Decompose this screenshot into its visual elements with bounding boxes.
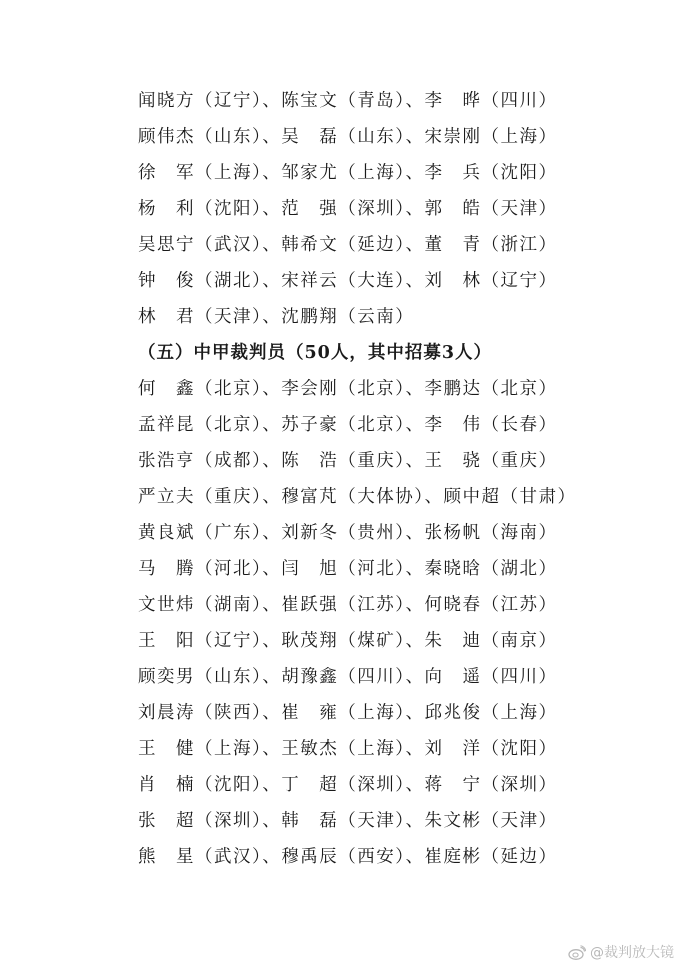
referee-line: 徐 军（上海）、邹家尤（上海）、李 兵（沈阳） [138, 163, 558, 183]
referee-line: 杨 利（沈阳）、范 强（深圳）、郭 皓（天津） [138, 199, 558, 219]
referee-line: 张浩亨（成都）、陈 浩（重庆）、王 骁（重庆） [138, 451, 558, 471]
referee-line: 文世炜（湖南）、崔跃强（江苏）、何晓春（江苏） [138, 595, 558, 615]
referee-line: 钟 俊（湖北）、宋祥云（大连）、刘 林（辽宁） [138, 271, 558, 291]
referee-line: 王 阳（辽宁）、耿茂翔（煤矿）、朱 迪（南京） [138, 631, 558, 651]
referee-line: 刘晨涛（陕西）、崔 雍（上海）、邱兆俊（上海） [138, 703, 558, 723]
section-heading: （五）中甲裁判员（50人，其中招募3人） [138, 343, 493, 363]
watermark-text: @裁判放大镜 [590, 945, 674, 961]
referee-line: 张 超（深圳）、韩 磊（天津）、朱文彬（天津） [138, 811, 558, 831]
referee-line: 吴思宁（武汉）、韩希文（延边）、董 青（浙江） [138, 235, 558, 255]
referee-line: 顾伟杰（山东）、吴 磊（山东）、宋崇刚（上海） [138, 127, 558, 147]
referee-line: 熊 星（武汉）、穆禹辰（西安）、崔庭彬（延边） [138, 847, 558, 867]
referee-line: 孟祥昆（北京）、苏子豪（北京）、李 伟（长春） [138, 415, 558, 435]
watermark [568, 942, 674, 962]
referee-line: 王 健（上海）、王敏杰（上海）、刘 洋（沈阳） [138, 739, 558, 759]
referee-line: 何 鑫（北京）、李会刚（北京）、李鹏达（北京） [138, 379, 558, 399]
referee-line: 肖 楠（沈阳）、丁 超（深圳）、蒋 宁（深圳） [138, 775, 558, 795]
referee-line: 林 君（天津）、沈鹏翔（云南） [138, 307, 415, 327]
referee-line: 马 腾（河北）、闫 旭（河北）、秦晓晗（湖北） [138, 559, 558, 579]
referee-line: 闻晓方（辽宁）、陈宝文（青岛）、李 晔（四川） [138, 91, 558, 111]
weibo-icon [568, 945, 586, 960]
referee-line: 顾奕男（山东）、胡豫鑫（四川）、向 遥（四川） [138, 667, 558, 687]
referee-line: 严立夫（重庆）、穆富芃（大体协）、顾中超（甘肃） [138, 487, 577, 507]
referee-line: 黄良斌（广东）、刘新冬（贵州）、张杨帆（海南） [138, 523, 558, 543]
